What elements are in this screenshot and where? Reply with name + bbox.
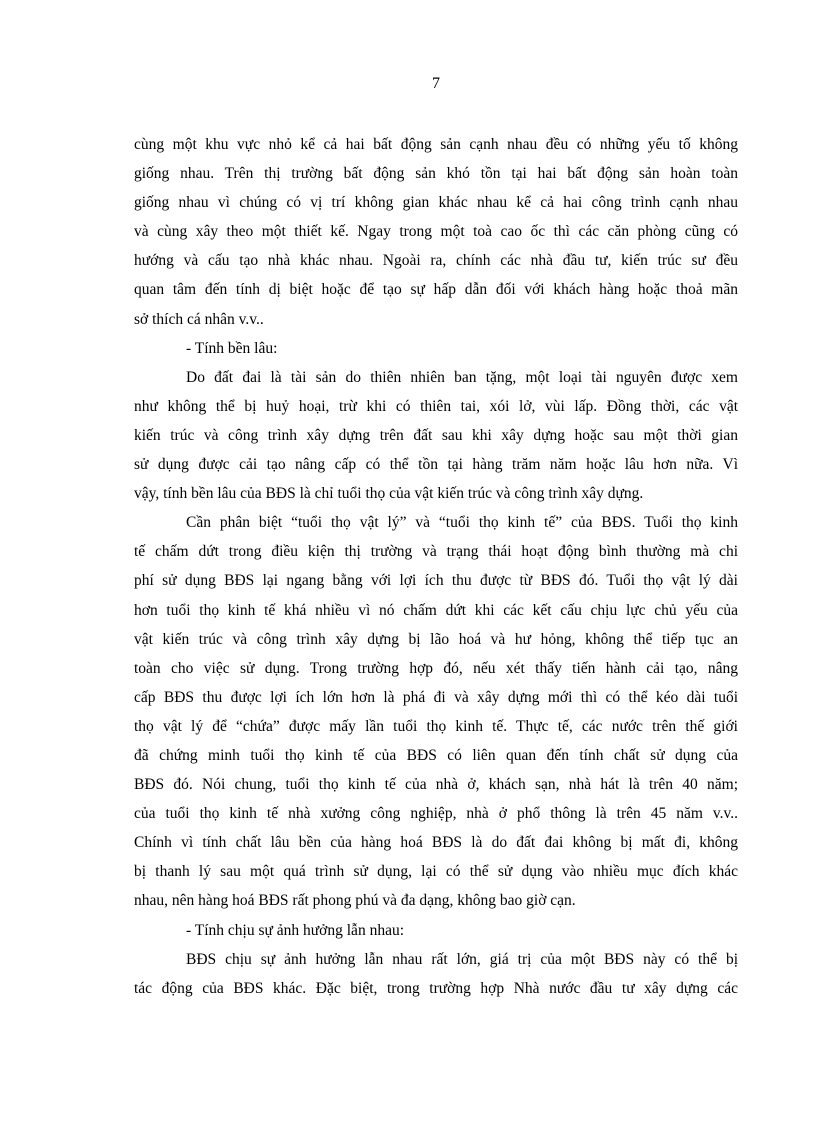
text-line: cùng một khu vực nhỏ kể cả hai bất động sản cạnh nhau đều có những yếu tố không [134, 136, 738, 153]
text-line: hướng và cấu tạo nhà khác nhau. Ngoài ra, chính các nhà đầu tư, kiến trúc sư đều [134, 252, 738, 270]
text-line: vật kiến trúc và công trình xây dựng bị lão hoá và hư hỏng, không thể tiếp tục an [134, 630, 738, 648]
text-line: BĐS chịu sự ảnh hưởng lẫn nhau rất lớn, giá trị của một BĐS này có thể bị [186, 950, 738, 968]
text-line: thọ vật lý để “chứa” được mấy lần tuổi thọ kinh tế. Thực tế, các nước trên thế giới [134, 717, 738, 735]
text-line: nhau, nên hàng hoá BĐS rất phong phú và đa dạng, không bao giờ cạn. [134, 892, 576, 910]
text-line: quan tâm đến tính dị biệt hoặc để tạo sự hấp dẫn đối với khách hàng hoặc thoả mãn [134, 281, 738, 299]
text-line: Cần phân biệt “tuổi thọ vật lý” và “tuổi thọ kinh tế” của BĐS. Tuổi thọ kinh [186, 514, 738, 532]
text-line: sử dụng được cải tạo nâng cấp có thể tồn tại hàng trăm năm hoặc lâu hơn nữa. Vì [134, 456, 738, 474]
text-line: - Tính bền lâu: [186, 339, 278, 357]
text-line: của tuổi thọ kinh tế nhà xưởng công nghiệp, nhà ở phổ thông là trên 45 năm v.v.. [134, 805, 738, 823]
text-line: tế chấm dứt trong điều kiện thị trường và trạng thái hoạt động bình thường mà chi [134, 543, 738, 561]
body-text [134, 130, 738, 1003]
text-line: hơn tuổi thọ kinh tế khá nhiều vì nó chấm dứt khi các kết cấu chịu lực chủ yếu của [134, 601, 738, 619]
text-line: Chính vì tính chất lâu bền của hàng hoá BĐS là do đất đai không bị mất đi, không [134, 834, 738, 852]
text-line: như không thể bị huỷ hoại, trừ khi có thiên tai, xói lở, vùi lấp. Đồng thời, các vật [134, 397, 738, 415]
text-line: Do đất đai là tài sản do thiên nhiên ban tặng, một loại tài nguyên được xem [186, 368, 738, 386]
text-line: giống nhau vì chúng có vị trí không gian khác nhau kể cả hai công trình cạnh nhau [134, 194, 738, 212]
text-line: - Tính chịu sự ảnh hưởng lẫn nhau: [186, 921, 404, 939]
text-line: BĐS đó. Nói chung, tuổi thọ kinh tế của nhà ở, khách sạn, nhà hát là trên 40 năm; [134, 776, 738, 794]
text-line: đã chứng minh tuổi thọ kinh tế của BĐS có liên quan đến tính chất sử dụng của [134, 746, 738, 764]
text-line: toàn cho việc sử dụng. Trong trường hợp đó, nếu xét thấy tiến hành cải tạo, nâng [134, 659, 738, 677]
text-line: giống nhau. Trên thị trường bất động sản khó tồn tại hai bất động sản hoàn toàn [134, 165, 738, 183]
text-line: tác động của BĐS khác. Đặc biệt, trong trường hợp Nhà nước đầu tư xây dựng các [134, 979, 738, 997]
text-line: sở thích cá nhân v.v.. [134, 310, 264, 328]
page-number: 7 [432, 75, 440, 92]
text-line: và cùng xây theo một thiết kế. Ngay trong một toà cao ốc thì các căn phòng cũng có [134, 223, 738, 241]
text-line: kiến trúc và công trình xây dựng trên đất sau khi xây dựng hoặc sau một thời gian [134, 426, 738, 444]
text-line: vậy, tính bền lâu của BĐS là chỉ tuổi thọ của vật kiến trúc và công trình xây dựng. [134, 485, 644, 503]
text-line: bị thanh lý sau một quá trình sử dụng, lại có thể sử dụng vào nhiều mục đích khác [134, 863, 738, 881]
text-line: cấp BĐS thu được lợi ích lớn hơn là phá đi và xây dựng mới thì có thể kéo dài tuổi [134, 688, 738, 706]
text-line: phí sử dụng BĐS lại ngang bằng với lợi ích thu được từ BĐS đó. Tuổi thọ vật lý dài [134, 572, 738, 590]
